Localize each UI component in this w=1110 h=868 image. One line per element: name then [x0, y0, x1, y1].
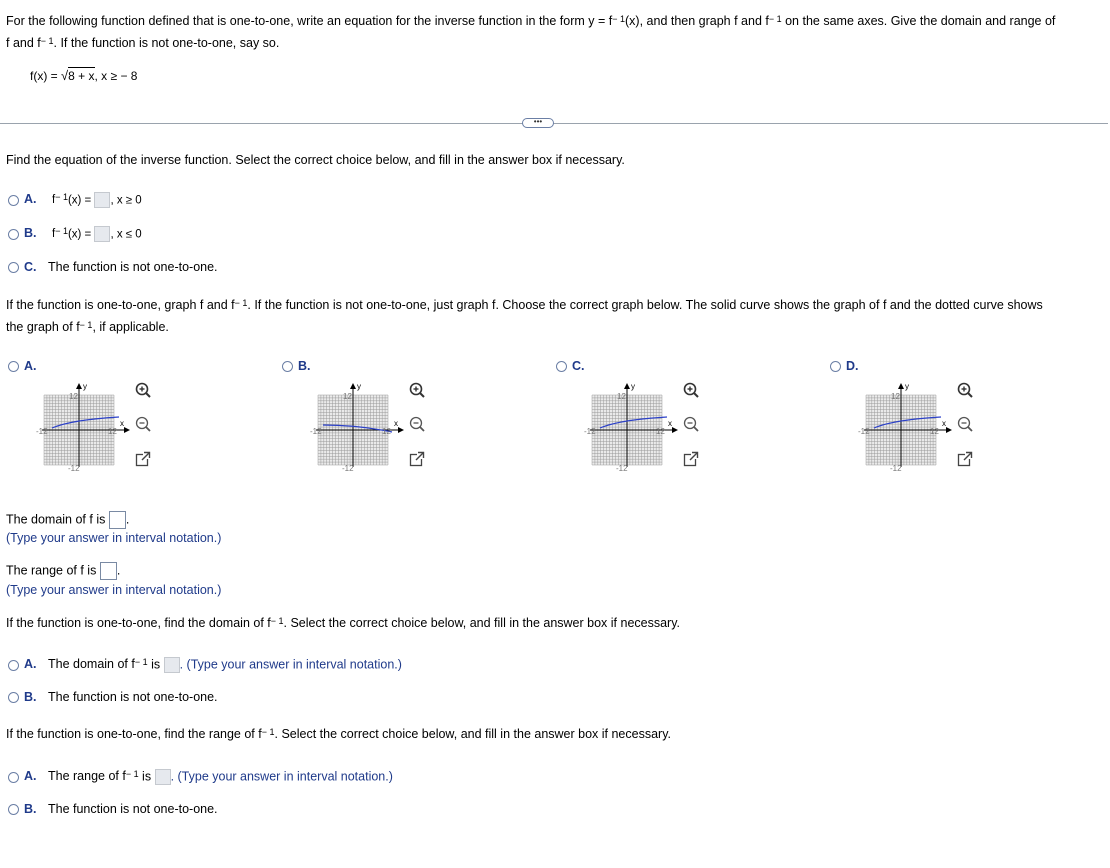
tick-left: -12 — [584, 427, 596, 436]
zoom-in-icon[interactable] — [408, 381, 426, 399]
inverse-range-answer-box[interactable] — [155, 769, 171, 785]
pop-out-icon[interactable] — [956, 450, 974, 468]
tick-left: -12 — [858, 427, 870, 436]
graph-choice-radio[interactable]: A. — [8, 359, 37, 373]
inverse-domain-choice-b[interactable]: B. The function is not one-to-one. — [8, 690, 218, 704]
zoom-out-icon[interactable] — [682, 415, 700, 433]
domain-hint: (Type your answer in interval notation.) — [6, 531, 222, 545]
radio-button[interactable] — [8, 229, 19, 240]
range-answer-box[interactable] — [100, 562, 117, 580]
zoom-out-icon[interactable] — [408, 415, 426, 433]
y-axis-arrow — [350, 383, 356, 389]
range-row: The range of f is . — [6, 562, 120, 580]
zoom-out-icon[interactable] — [134, 415, 152, 433]
graph-thumbnail[interactable] — [856, 380, 946, 473]
tick-bottom: -12 — [616, 464, 628, 473]
inverse-range-choice-a[interactable]: A. The range of $f^{- 1}$ is . (Type your answer in interval notation.) — [8, 769, 393, 785]
inverse-domain-answer-box[interactable] — [164, 657, 180, 673]
y-axis-arrow — [624, 383, 630, 389]
zoom-in-icon[interactable] — [682, 381, 700, 399]
radio-button[interactable] — [282, 361, 293, 372]
inverse-domain-choice-a[interactable]: A. The domain of $f^{- 1}$ is . (Type your answer in interval notation.) — [8, 657, 402, 673]
radio-button[interactable] — [8, 361, 19, 372]
zoom-in-icon[interactable] — [956, 381, 974, 399]
y-label: y — [905, 382, 909, 391]
graph-choice-radio[interactable]: C. — [556, 359, 585, 373]
part2-prompt-line1: If the function is one-to-one, graph f and $f^{- 1}$. If the function is not one-to-one, just graph f. Choose the correct graph below. The solid curve shows the graph of f and the dotted curve shows — [6, 298, 1043, 312]
tick-left: -12 — [310, 427, 322, 436]
graph-thumbnail[interactable] — [308, 380, 398, 473]
radio-button[interactable] — [8, 804, 19, 815]
x-axis-arrow — [946, 427, 952, 433]
radio-button[interactable] — [556, 361, 567, 372]
radio-button[interactable] — [8, 262, 19, 273]
choice-a-inverse[interactable]: A. $f^{- 1}(x)$ = , x ≥ 0 — [8, 192, 142, 208]
graph-thumbnail[interactable] — [34, 380, 124, 473]
zoom-in-icon[interactable] — [134, 381, 152, 399]
function-definition: f(x) = √8 + x, x ≥ − 8 — [30, 68, 138, 83]
y-label: y — [357, 382, 361, 391]
tick-left: -12 — [36, 427, 48, 436]
tick-top: 12 — [343, 392, 352, 401]
pop-out-icon[interactable] — [408, 450, 426, 468]
answer-box-inverse-b[interactable] — [94, 226, 110, 242]
x-axis-arrow — [124, 427, 130, 433]
tick-top: 12 — [69, 392, 78, 401]
x-label: x — [394, 419, 398, 428]
y-label: y — [83, 382, 87, 391]
radio-button[interactable] — [8, 195, 19, 206]
inverse-range-choice-b[interactable]: B. The function is not one-to-one. — [8, 802, 218, 816]
question-line-2: f and $f^{- 1}$. If the function is not one-to-one, say so. — [6, 36, 280, 50]
tick-bottom: -12 — [342, 464, 354, 473]
tick-bottom: -12 — [68, 464, 80, 473]
y-label: y — [631, 382, 635, 391]
x-label: x — [942, 419, 946, 428]
x-label: x — [120, 419, 124, 428]
tick-top: 12 — [891, 392, 900, 401]
radio-button[interactable] — [8, 660, 19, 671]
graph-choice-radio[interactable]: B. — [282, 359, 311, 373]
choice-b-inverse[interactable]: B. $f^{- 1}(x)$ = , x ≤ 0 — [8, 226, 142, 242]
tick-right: 12 — [108, 427, 117, 436]
graph-thumbnail[interactable] — [582, 380, 672, 473]
tick-bottom: -12 — [890, 464, 902, 473]
pop-out-icon[interactable] — [682, 450, 700, 468]
radio-button[interactable] — [8, 692, 19, 703]
radio-button[interactable] — [830, 361, 841, 372]
inverse-range-prompt: If the function is one-to-one, find the range of $f^{- 1}$. Select the correct choice below, and fill in the answer box if necessary. — [6, 727, 671, 741]
y-axis-arrow — [76, 383, 82, 389]
part1-prompt: Find the equation of the inverse function. Select the correct choice below, and fill in the answer box if necessary. — [6, 153, 625, 167]
inverse-domain-prompt: If the function is one-to-one, find the domain of $f^{- 1}$. Select the correct choice below, and fill in the answer box if necessary. — [6, 616, 681, 630]
separator-line — [0, 123, 1108, 124]
ellipsis-icon[interactable]: ••• — [522, 118, 554, 128]
tick-right: 12 — [656, 427, 665, 436]
answer-box-inverse-a[interactable] — [94, 192, 110, 208]
y-axis-arrow — [898, 383, 904, 389]
domain-row: The domain of f is . — [6, 511, 129, 529]
range-hint: (Type your answer in interval notation.) — [6, 583, 222, 597]
zoom-out-icon[interactable] — [956, 415, 974, 433]
tick-top: 12 — [617, 392, 626, 401]
domain-answer-box[interactable] — [109, 511, 126, 529]
x-axis-arrow — [672, 427, 678, 433]
sqrt-icon: √ — [61, 68, 69, 83]
radio-button[interactable] — [8, 772, 19, 783]
part2-prompt-line2: the graph of $f^{- 1}$, if applicable. — [6, 320, 169, 334]
graph-choice-radio[interactable]: D. — [830, 359, 859, 373]
tick-right: 12 — [382, 427, 391, 436]
question-line-1: For the following function defined that is one-to-one, write an equation for the inverse function in the form $y = f^{- 1}(x)$, and then graph f and $f^{- 1}$ on the same axes. Give the domain and range of — [6, 14, 1056, 28]
x-axis-arrow — [398, 427, 404, 433]
choice-c-not-one-to-one[interactable]: C. The function is not one-to-one. — [8, 260, 218, 274]
x-label: x — [668, 419, 672, 428]
pop-out-icon[interactable] — [134, 450, 152, 468]
tick-right: 12 — [930, 427, 939, 436]
